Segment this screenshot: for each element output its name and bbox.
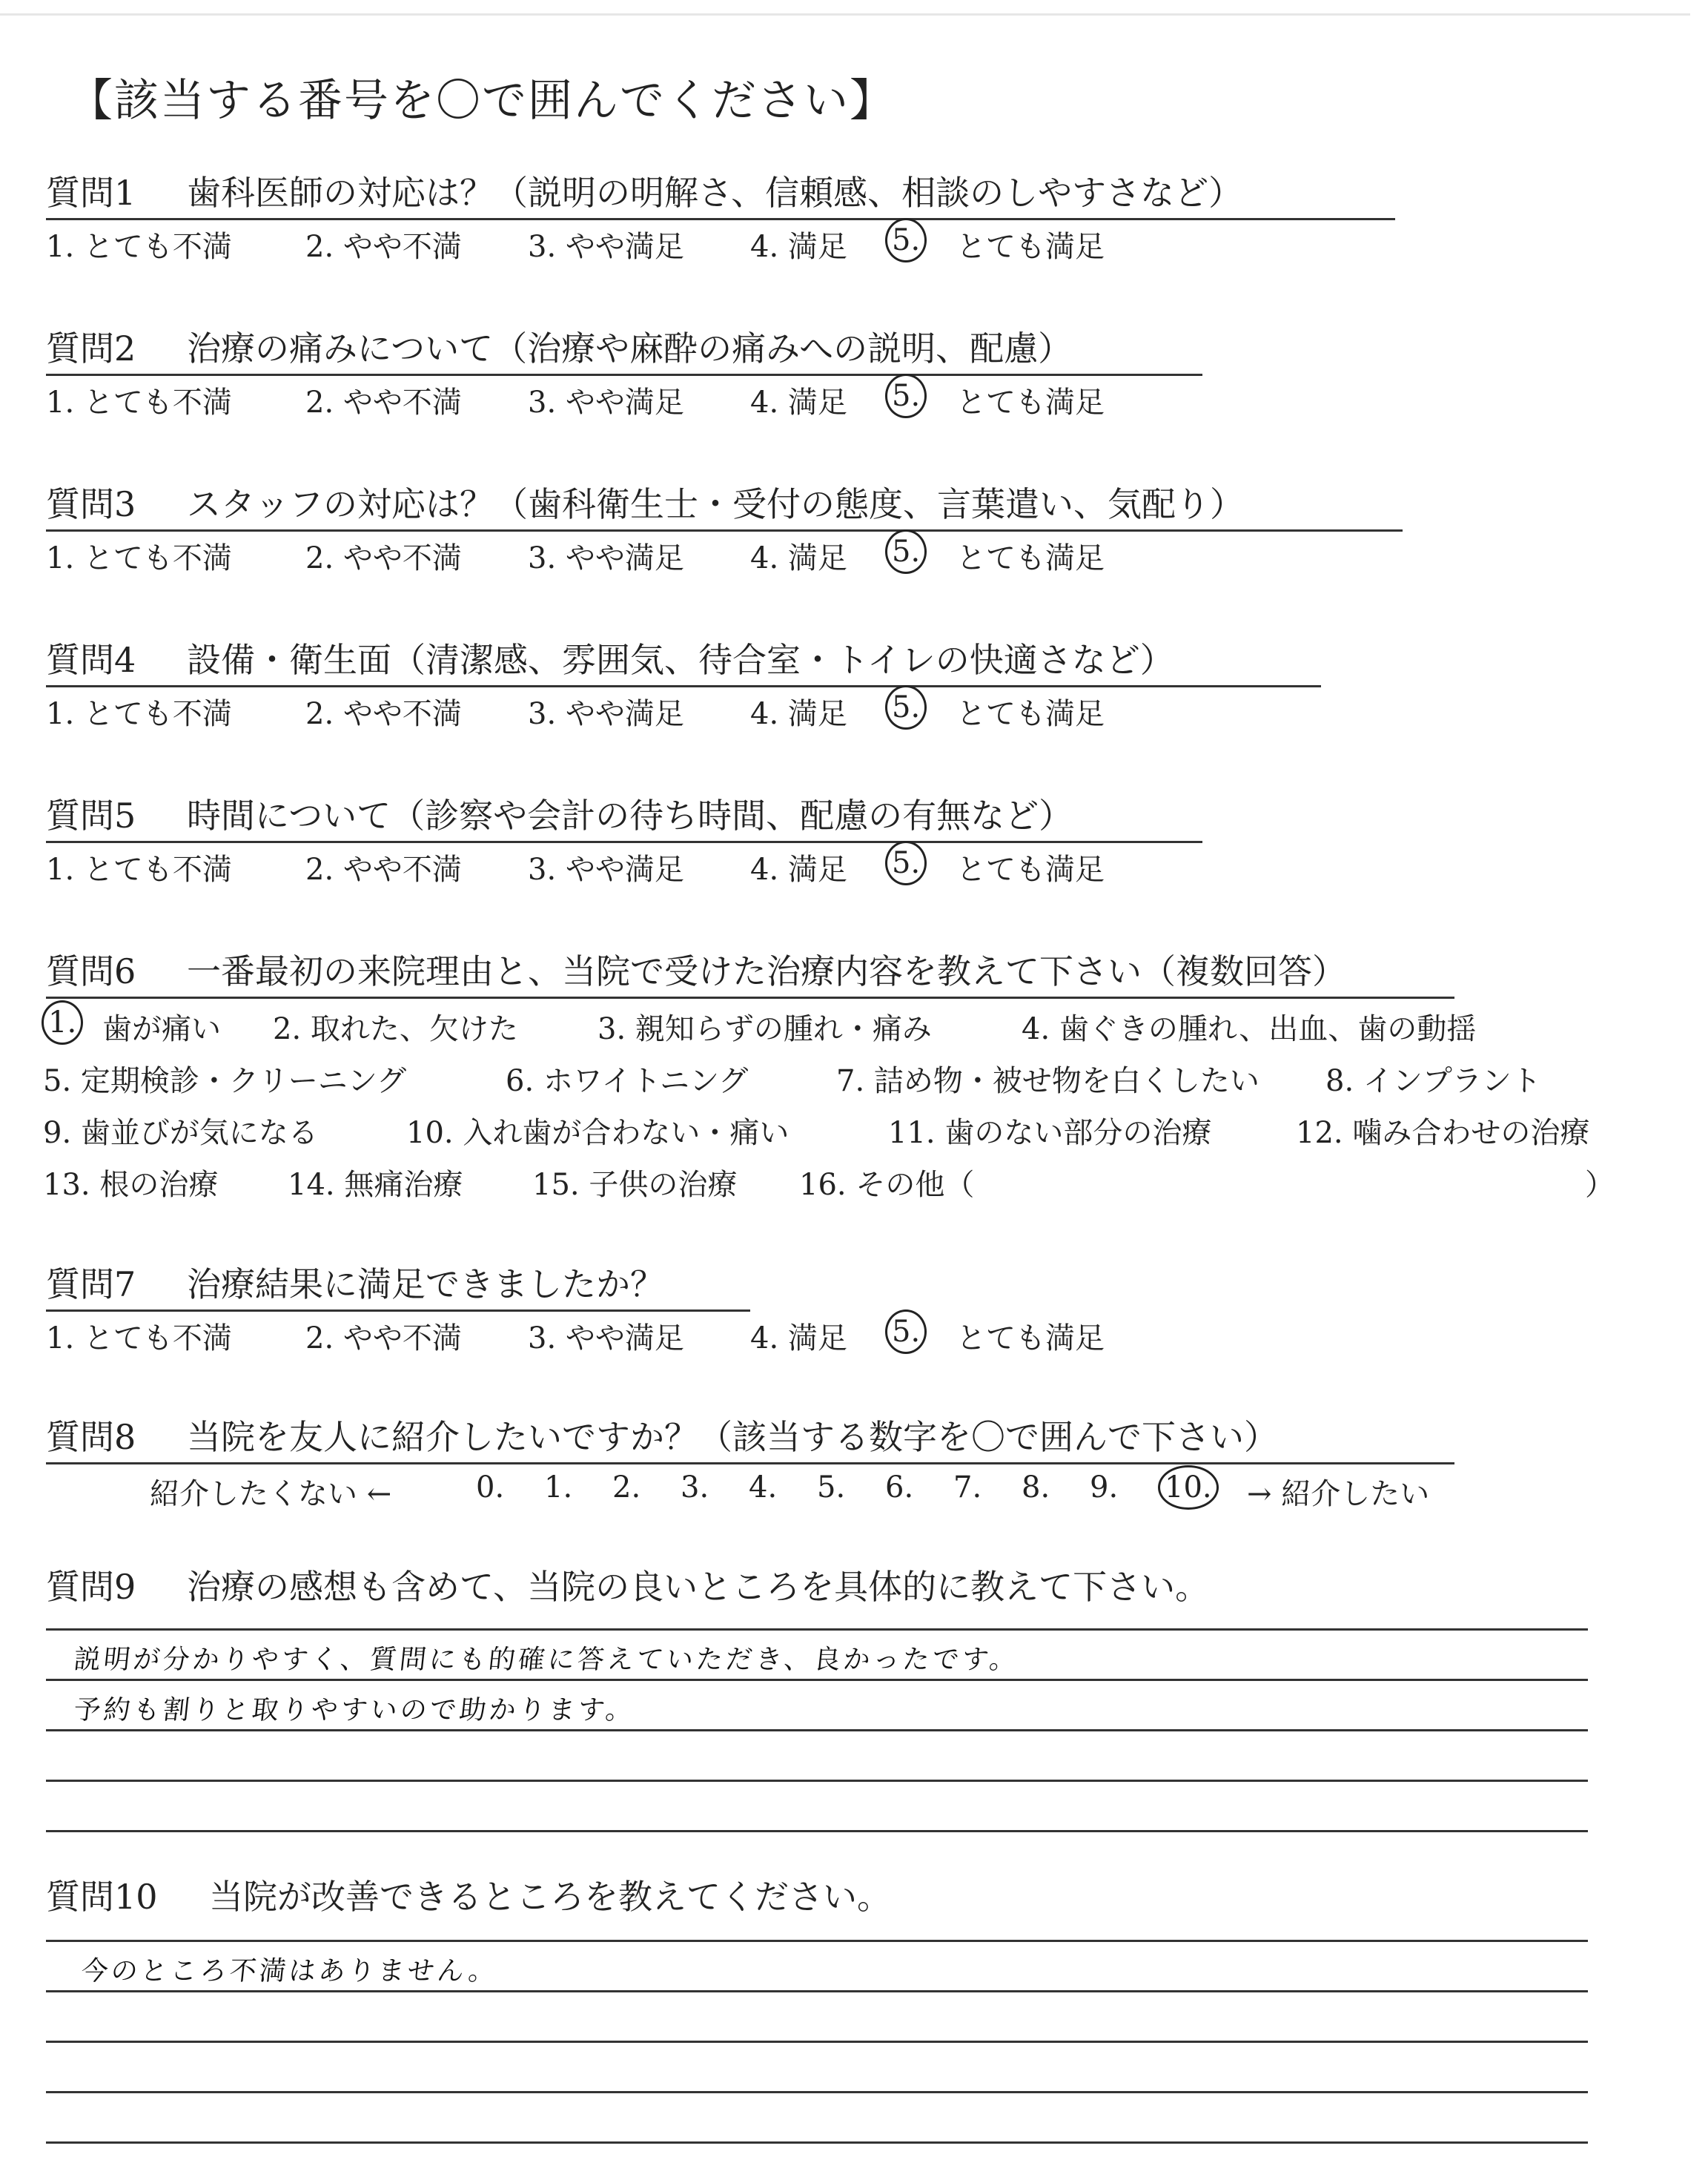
option[interactable]: 6. ホワイトニング [506,1064,749,1098]
option[interactable]: 5. 定期検診・クリーニング [43,1064,407,1098]
question-7-options [46,1312,1529,1355]
option[interactable]: 2. やや不満 [305,541,462,575]
question-8-scale [46,1464,1529,1513]
options-row-4 [43,1157,1659,1209]
option-5-label: とても満足 [956,1321,1105,1355]
option[interactable]: 4. 満足 [750,230,847,264]
writing-line [46,1940,1588,1942]
writing-line [46,1990,1588,1992]
option[interactable]: 3. やや満足 [528,386,684,420]
other-paren-close: ） [1585,1168,1615,1202]
option[interactable]: 3. やや満足 [528,230,684,264]
options-row-3 [43,1105,1659,1157]
option[interactable]: 2. やや不満 [305,1321,462,1355]
option[interactable]: 11. 歯のない部分の治療 [888,1116,1212,1150]
option-1-text: 歯が痛い [102,1012,221,1046]
option[interactable]: 4. 歯ぐきの腫れ、出血、歯の動揺 [1022,1012,1477,1046]
question-5-options [46,843,1529,886]
option[interactable]: 4. 満足 [750,697,847,731]
handwritten-answer-line: 予約も割りと取りやすいので助かります。 [72,1695,637,1725]
option[interactable]: 7. 詰め物・被せ物を白くしたい [836,1064,1260,1098]
question-2 [46,325,1529,419]
scan-edge-rule [0,13,1690,16]
option-selected[interactable]: 5. [891,1315,927,1349]
option-5-label: とても満足 [956,541,1105,575]
option[interactable]: 3. 親知らずの腫れ・痛み [598,1012,932,1046]
option-selected[interactable]: 5. [891,690,927,724]
handwritten-answer-line: 説明が分かりやすく、質問にも的確に答えていただき、良かったです。 [72,1645,1021,1675]
scale-number[interactable]: 9. [1090,1470,1119,1505]
option-5-label: とても満足 [956,230,1105,264]
scale-number[interactable]: 4. [749,1470,778,1505]
option-selected[interactable]: 5. [891,846,927,880]
option[interactable]: 1. とても不満 [46,853,232,887]
option[interactable]: 14. 無痛治療 [288,1168,463,1202]
options-row-1 [43,1001,1659,1053]
question-9-title: 質問9 治療の感想も含めて、当院の良いところを具体的に教えて下さい。 [46,1567,1210,1607]
scale-number[interactable]: 8. [1022,1470,1050,1505]
option[interactable]: 1. とても不満 [46,697,232,731]
question-10-title: 質問10 当院が改善できるところを教えてください。 [46,1877,891,1917]
scale-number-selected[interactable]: 10. [1164,1470,1219,1505]
question-2-options [46,376,1529,419]
question-5-title: 質問5 時間について（診察や会計の待ち時間、配慮の有無など） [46,796,1073,836]
question-5 [46,792,1529,886]
option[interactable]: 16. その他（ [799,1168,975,1202]
writing-line [46,1729,1588,1731]
option[interactable]: 10. 入れ歯が合わない・痛い [406,1116,790,1150]
option[interactable]: 12. 噛み合わせの治療 [1296,1116,1590,1150]
question-4-title: 質問4 設備・衛生面（清潔感、雰囲気、待合室・トイレの快適さなど） [46,640,1174,680]
option[interactable]: 4. 満足 [750,1321,847,1355]
option[interactable]: 1. とても不満 [46,541,232,575]
option-5-label: とても満足 [956,697,1105,731]
options-row-2 [43,1053,1659,1105]
handwritten-answer-line: 今のところ不満はありません。 [79,1956,500,1986]
writing-line [46,1628,1588,1631]
question-4-options [46,687,1529,730]
option[interactable]: 3. やや満足 [528,1321,684,1355]
option[interactable]: 3. やや満足 [528,697,684,731]
option[interactable]: 4. 満足 [750,541,847,575]
question-6-rule [46,997,1454,999]
question-8-title: 質問8 当院を友人に紹介したいですか？（該当する数字を〇で囲んで下さい） [46,1417,1278,1457]
question-6 [46,948,1529,999]
scale-number[interactable]: 0. [476,1470,505,1505]
option[interactable]: 1. とても不満 [46,386,232,420]
option[interactable]: 1. とても不満 [46,1321,232,1355]
writing-line [46,1679,1588,1681]
scale-right-label: → 紹介したい [1247,1477,1430,1511]
scale-number[interactable]: 2. [612,1470,641,1505]
scale-number[interactable]: 1. [544,1470,573,1505]
option[interactable]: 2. 取れた、欠けた [273,1012,518,1046]
question-10 [46,1873,1529,1920]
option-selected[interactable]: 5. [891,223,927,257]
option[interactable]: 3. やや満足 [528,541,684,575]
writing-line [46,1780,1588,1782]
option[interactable]: 2. やや不満 [305,697,462,731]
option-selected[interactable]: 5. [891,379,927,413]
option[interactable]: 2. やや不満 [305,386,462,420]
question-6-options [43,1001,1659,1209]
scale-number[interactable]: 6. [885,1470,914,1505]
option[interactable]: 1. とても不満 [46,230,232,264]
option[interactable]: 3. やや満足 [528,853,684,887]
option-selected[interactable]: 1. [47,1005,83,1040]
question-1 [46,169,1529,263]
question-8 [46,1413,1529,1513]
option[interactable]: 13. 根の治療 [43,1168,219,1202]
question-1-options [46,220,1529,263]
option-5-label: とても満足 [956,853,1105,887]
scale-number[interactable]: 7. [953,1470,982,1505]
scale-left-label: 紹介したくない ← [150,1477,392,1511]
question-4 [46,636,1529,730]
question-3-options [46,532,1529,575]
question-6-title: 質問6 一番最初の来院理由と、当院で受けた治療内容を教えて下さい（複数回答） [46,951,1346,991]
option[interactable]: 4. 満足 [750,386,847,420]
option[interactable]: 15. 子供の治療 [532,1168,738,1202]
option[interactable]: 8. インプラント [1325,1064,1541,1098]
question-7 [46,1261,1529,1355]
question-2-title: 質問2 治療の痛みについて（治療や麻酔の痛みへの説明、配慮） [46,328,1073,369]
writing-line [46,2041,1588,2043]
option[interactable]: 2. やや不満 [305,230,462,264]
option[interactable]: 4. 満足 [750,853,847,887]
writing-line [46,2141,1588,2144]
scale-number[interactable]: 3. [681,1470,709,1505]
option[interactable]: 9. 歯並びが気になる [43,1116,318,1150]
question-3 [46,480,1529,575]
writing-line [46,1830,1588,1832]
option[interactable]: 2. やや不満 [305,853,462,887]
writing-line [46,2091,1588,2093]
question-1-title: 質問1 歯科医師の対応は？（説明の明解さ、信頼感、相談のしやすさなど） [46,173,1243,213]
page-title: 【該当する番号を〇で囲んでください】 [68,75,896,127]
question-3-title: 質問3 スタッフの対応は？（歯科衛生士・受付の態度、言葉遣い、気配り） [46,484,1244,524]
question-9 [46,1563,1529,1611]
option-selected[interactable]: 5. [891,535,927,569]
option-5-label: とても満足 [956,386,1105,420]
question-7-title: 質問7 治療結果に満足できましたか？ [46,1264,664,1304]
scale-number[interactable]: 5. [817,1470,846,1505]
